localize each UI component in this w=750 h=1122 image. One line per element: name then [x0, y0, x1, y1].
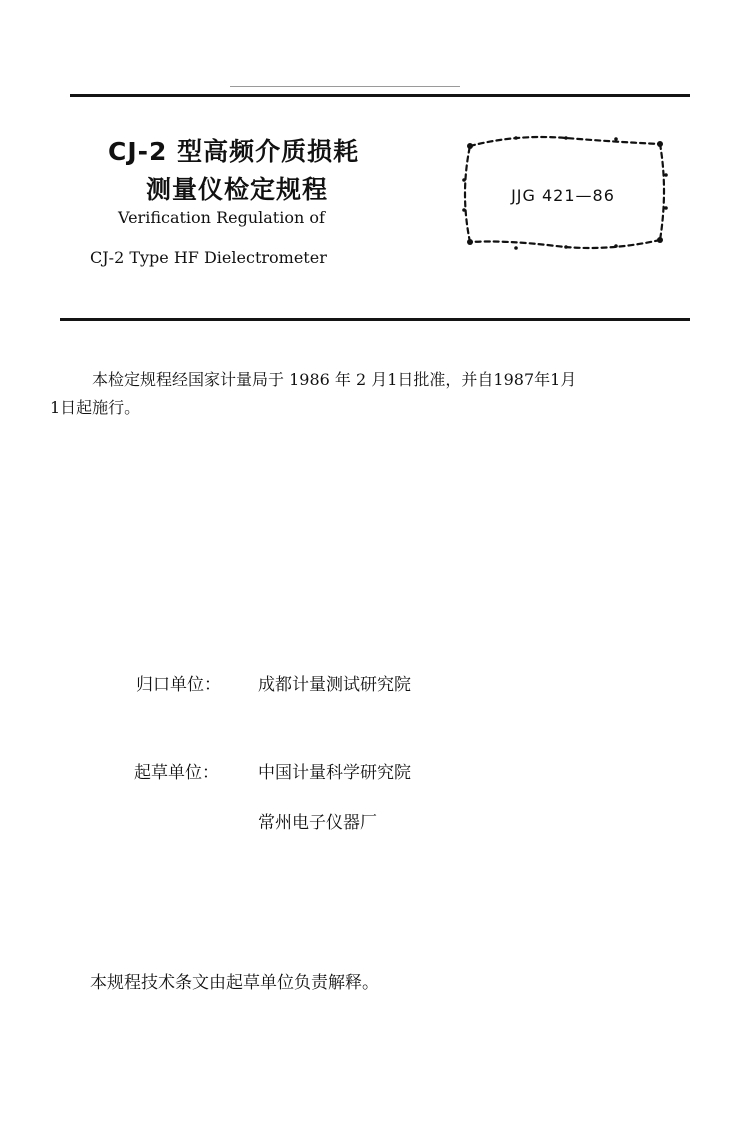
top-rule	[70, 94, 690, 97]
standard-code: JJG 421—86	[511, 186, 615, 205]
approval-line-2: 1日起施行。	[50, 398, 141, 417]
top-rule-fragment	[230, 86, 460, 87]
approval-line-1: 本检定规程经国家计量局于 1986 年 2 月1日批准，并自1987年1月	[92, 370, 577, 389]
title-cn-line2: 测量仪检定规程	[146, 175, 329, 204]
title-en-line2: CJ-2 Type HF Dielectrometer	[90, 248, 327, 267]
title-en-line1: Verification Regulation of	[118, 208, 325, 227]
responsible-unit-label: 归口单位：	[136, 675, 221, 695]
code-box	[456, 130, 670, 256]
responsible-unit-value: 成都计量测试研究院	[258, 675, 411, 695]
header-bottom-rule	[60, 318, 690, 321]
interpretation-note: 本规程技术条文由起草单位负责解释。	[90, 973, 379, 993]
drafting-unit-label: 起草单位：	[134, 763, 219, 783]
title-cn-line1: CJ-2 型高频介质损耗	[108, 137, 360, 166]
drafting-unit-value-2: 常州电子仪器厂	[258, 813, 377, 833]
drafting-unit-value-1: 中国计量科学研究院	[258, 763, 411, 783]
